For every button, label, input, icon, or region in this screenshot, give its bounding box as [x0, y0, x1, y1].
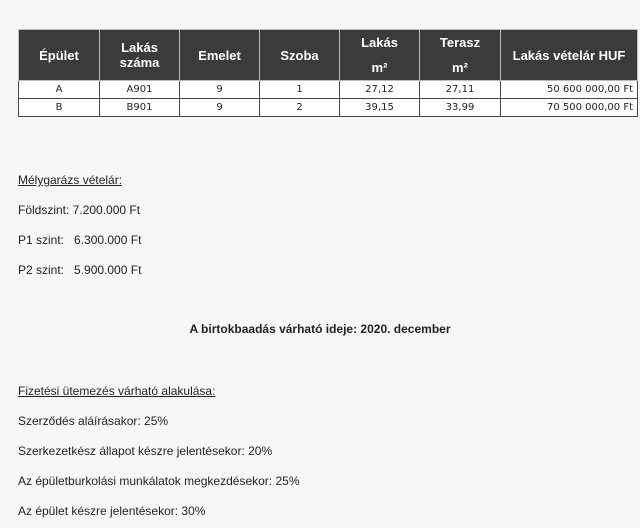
header-emelet: Emelet [180, 30, 260, 81]
header-lakas-label: Lakás [361, 35, 398, 50]
cell-epulet: A [19, 81, 100, 99]
header-epulet: Épület [19, 30, 100, 81]
table-row [19, 81, 638, 99]
header-terasz [420, 30, 501, 81]
cell-szoba: 2 [260, 99, 340, 117]
payment-item-contract: Szerződés aláírásakor: 25% [18, 414, 169, 428]
payment-item-completion: Az épület készre jelentésekor: 30% [18, 504, 206, 518]
payment-item-cladding: Az épületburkolási munkálatok megkezdésekor: 25% [18, 474, 300, 488]
header-vetelar: Lakás vételár HUF [501, 30, 638, 81]
payment-item-structure: Szerkezetkész állapot készre jelentésekor: 20% [18, 444, 273, 458]
cell-emelet: 9 [180, 81, 260, 99]
cell-terasz-m2: 27,11 [420, 81, 501, 99]
garage-item-foldszint: Földszint: 7.200.000 Ft [18, 203, 141, 217]
payment-title: Fizetési ütemezés várható alakulása: [18, 384, 216, 398]
garage-item-p1: P1 szint: 6.300.000 Ft [18, 233, 142, 247]
cell-szoba: 1 [260, 81, 340, 99]
header-terasz-unit: m² [452, 60, 468, 75]
table-row [19, 99, 638, 117]
header-terasz-label: Terasz [439, 35, 481, 50]
apartment-price-table [18, 29, 638, 117]
cell-lakas-m2: 27,12 [340, 81, 420, 99]
cell-emelet: 9 [180, 99, 260, 117]
cell-vetelar: 50 600 000,00 Ft [501, 81, 638, 99]
header-lakas-szama: Lakás száma [100, 30, 180, 81]
handover-date: A birtokbaadás várható ideje: 2020. december [189, 322, 451, 336]
cell-vetelar: 70 500 000,00 Ft [501, 99, 638, 117]
garage-title: Mélygarázs vételár: [18, 173, 123, 187]
cell-lakas-szama: A901 [100, 81, 180, 99]
header-szoba: Szoba [260, 30, 340, 81]
header-lakas [340, 30, 420, 81]
cell-epulet: B [19, 99, 100, 117]
garage-item-p2: P2 szint: 5.900.000 Ft [18, 263, 142, 277]
cell-lakas-szama: B901 [100, 99, 180, 117]
header-lakas-unit: m² [371, 60, 388, 75]
cell-terasz-m2: 33,99 [420, 99, 501, 117]
cell-lakas-m2: 39,15 [340, 99, 420, 117]
table-header-row [19, 30, 638, 81]
